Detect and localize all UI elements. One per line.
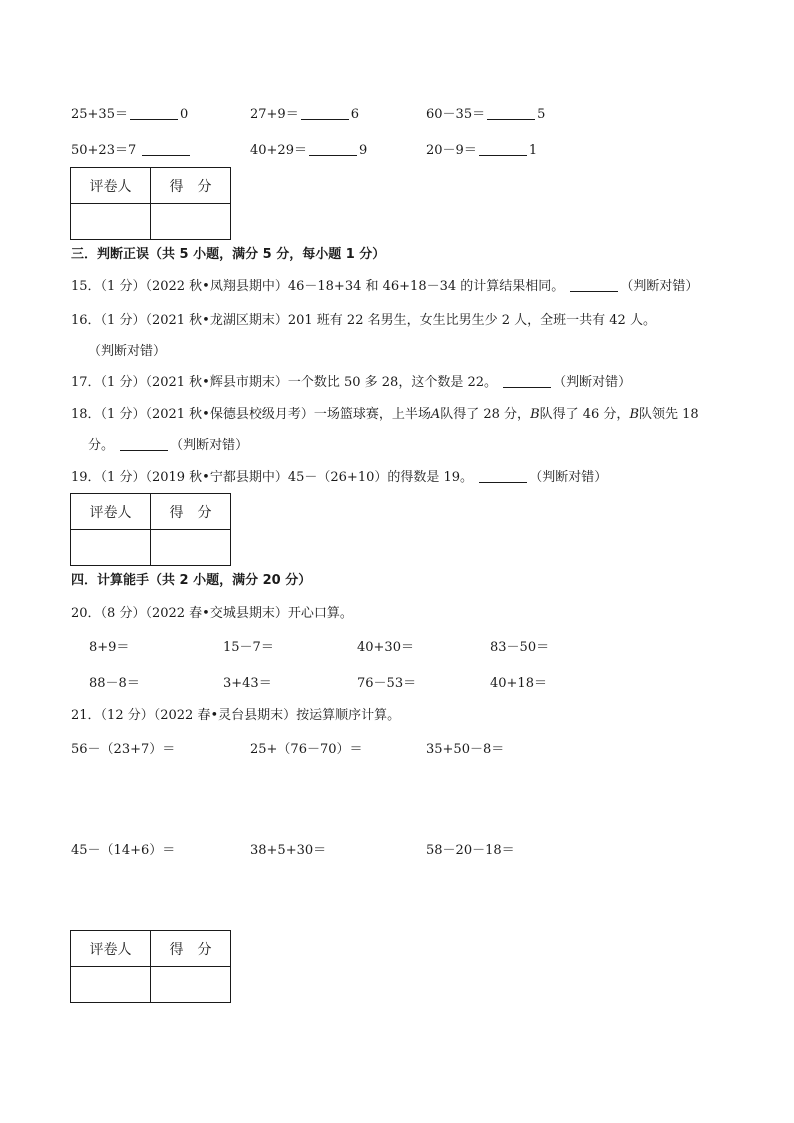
question-text: 一场篮球赛，上半场 (313, 407, 431, 422)
mental-math-item[interactable]: 40+18＝ (490, 676, 547, 691)
calc-item[interactable]: 45－（14+6）＝ (71, 843, 176, 858)
question-points: （1 分） (100, 470, 146, 485)
question-instruction: （判断对错） (529, 470, 608, 485)
question-number: 16． (71, 313, 101, 328)
answer-blank[interactable] (479, 143, 527, 156)
answer-blank[interactable] (570, 279, 618, 292)
grader-label: 评卷人 (71, 494, 151, 530)
expression: 27+9＝ (250, 107, 299, 122)
expression-suffix: 5 (537, 107, 546, 122)
answer-blank[interactable] (479, 470, 527, 483)
fill-item (426, 143, 537, 159)
calc-item[interactable]: 56－（23+7）＝ (71, 742, 176, 757)
expression: 50+23＝7 (71, 143, 137, 158)
fill-item (250, 143, 367, 159)
question-source: （2019 秋•宁都县期中） (145, 470, 288, 485)
question-16-cont (88, 344, 166, 360)
question-16 (71, 313, 656, 329)
question-source: （2022 春•灵台县期末） (153, 708, 297, 723)
fill-item (426, 107, 545, 123)
question-text: 队领先 18 (639, 407, 699, 422)
question-points: （1 分） (100, 279, 146, 294)
team-label: B (530, 407, 540, 422)
expression-suffix: 1 (528, 143, 538, 158)
calc-item[interactable]: 35+50－8＝ (426, 742, 505, 757)
expression: 20－9＝ (426, 143, 477, 158)
question-text: 45－（26+10）的得数是 19。 (287, 470, 474, 485)
score-label: 得 分 (151, 494, 231, 530)
grader-cell[interactable] (71, 204, 151, 240)
question-source: （2022 秋•凤翔县期中） (145, 279, 288, 294)
grader-label: 评卷人 (71, 168, 151, 204)
calc-item[interactable]: 58－20－18＝ (426, 843, 515, 858)
score-cell[interactable] (151, 530, 231, 566)
question-18 (71, 407, 699, 423)
score-table (70, 930, 231, 1003)
question-instruction: （判断对错） (620, 279, 699, 294)
grader-cell[interactable] (71, 967, 151, 1003)
question-number: 20． (71, 606, 101, 621)
question-text: 队得了 28 分， (440, 407, 531, 422)
question-text: 分。 (88, 438, 115, 453)
mental-math-item[interactable]: 8+9＝ (89, 640, 130, 655)
question-text: 201 班有 22 名男生，女生比男生少 2 人，全班一共有 42 人。 (287, 313, 656, 328)
calc-item[interactable]: 25+（76－70）＝ (250, 742, 363, 757)
question-points: （12 分） (100, 708, 154, 723)
score-table (70, 167, 231, 240)
team-label: B (629, 407, 639, 422)
team-label: A (430, 407, 441, 422)
expression-suffix: 6 (350, 107, 359, 122)
question-text: 队得了 46 分， (539, 407, 630, 422)
mental-math-item[interactable]: 3+43＝ (223, 676, 272, 691)
fill-item (71, 107, 188, 123)
answer-blank[interactable] (130, 107, 178, 120)
score-cell[interactable] (151, 967, 231, 1003)
question-points: （1 分） (100, 375, 146, 390)
question-instruction: （判断对错） (553, 375, 632, 390)
question-source: （2021 秋•保德县校级月考） (145, 407, 314, 422)
question-points: （1 分） (100, 313, 146, 328)
expression: 25+35＝ (71, 107, 128, 122)
question-19 (71, 470, 607, 486)
answer-blank[interactable] (309, 143, 357, 156)
grader-cell[interactable] (71, 530, 151, 566)
question-number: 18． (71, 407, 101, 422)
question-source: （2022 春•交城县期末） (145, 606, 288, 621)
question-text: 按运算顺序计算。 (296, 708, 401, 723)
score-table (70, 493, 231, 566)
mental-math-item[interactable]: 15－7＝ (223, 640, 274, 655)
fill-item (250, 107, 359, 123)
question-source: （2021 秋•龙湖区期末） (145, 313, 288, 328)
question-text: 开心口算。 (287, 606, 353, 621)
question-source: （2021 秋•辉县市期末） (145, 375, 288, 390)
question-text: 一个数比 50 多 28，这个数是 22。 (287, 375, 497, 390)
question-instruction: （判断对错） (88, 344, 167, 359)
score-cell[interactable] (151, 204, 231, 240)
answer-blank[interactable] (487, 107, 535, 120)
question-21 (71, 708, 400, 724)
question-17 (71, 375, 631, 391)
fill-item (71, 143, 192, 159)
grader-label: 评卷人 (71, 931, 151, 967)
answer-blank[interactable] (301, 107, 349, 120)
question-points: （8 分） (100, 606, 146, 621)
question-18-cont (88, 438, 248, 454)
expression-suffix: 9 (358, 143, 368, 158)
question-number: 19． (71, 470, 101, 485)
score-label: 得 分 (151, 931, 231, 967)
question-points: （1 分） (100, 407, 146, 422)
question-number: 15． (71, 279, 101, 294)
answer-blank[interactable] (503, 375, 551, 388)
calc-item[interactable]: 38+5+30＝ (250, 843, 327, 858)
question-text: 46－18+34 和 46+18－34 的计算结果相同。 (287, 279, 565, 294)
section-heading: 四．计算能手（共 2 小题，满分 20 分） (71, 573, 312, 588)
answer-blank[interactable] (142, 143, 190, 156)
question-instruction: （判断对错） (170, 438, 249, 453)
expression: 60－35＝ (426, 107, 486, 122)
answer-blank[interactable] (120, 438, 168, 451)
expression-suffix: 0 (179, 107, 189, 122)
question-number: 21． (71, 708, 101, 723)
question-number: 17． (71, 375, 101, 390)
mental-math-item[interactable]: 40+30＝ (357, 640, 414, 655)
mental-math-item[interactable]: 88－8＝ (89, 676, 140, 691)
score-label: 得 分 (151, 168, 231, 204)
expression: 40+29＝ (250, 143, 307, 158)
mental-math-item[interactable]: 76－53＝ (357, 676, 417, 691)
section-heading: 三．判断正误（共 5 小题，满分 5 分，每小题 1 分） (71, 247, 386, 262)
question-15 (71, 279, 698, 295)
mental-math-item[interactable]: 83－50＝ (490, 640, 550, 655)
question-20 (71, 606, 353, 622)
